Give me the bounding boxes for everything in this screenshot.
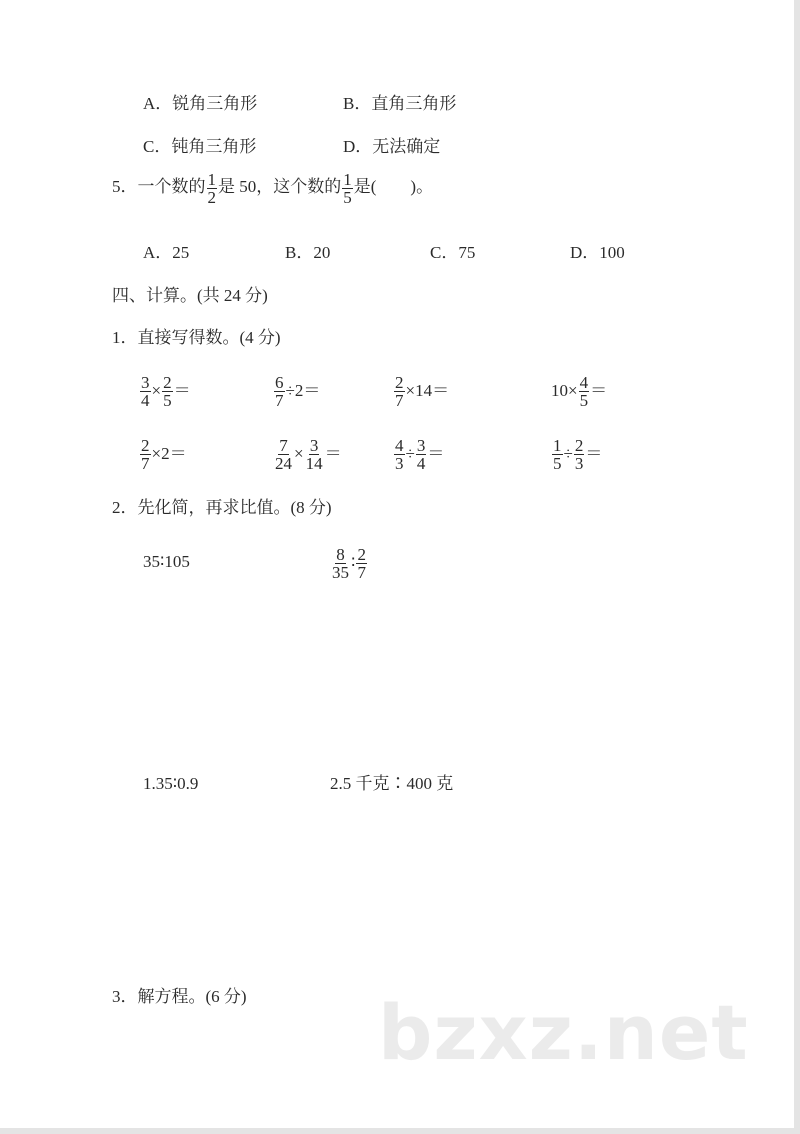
fraction: $\frac{4}{5}$ <box>579 372 589 410</box>
operator: ＝ <box>427 444 445 464</box>
expression <box>273 435 342 472</box>
ratio-2: $\frac{8}{35}$ ∶ $\frac{2}{7}$ <box>332 544 366 582</box>
operator: 10× <box>551 381 578 401</box>
ratio-4: 2.5 千克∶400 克 <box>330 774 454 793</box>
operator: ＝ <box>590 381 608 401</box>
operator: ×2＝ <box>151 444 187 464</box>
fraction: $\frac{3}{4}$ <box>141 372 150 410</box>
fraction: $\frac{1}{5}$ <box>343 169 352 207</box>
operator: ＝ <box>173 381 191 401</box>
fraction: $\frac{3}{14}$ <box>305 435 323 473</box>
option-c: C．钝角三角形 <box>143 137 257 156</box>
option-a: A．锐角三角形 <box>143 94 258 113</box>
option-d: D．100 <box>570 243 625 262</box>
subquestion-1: 1．直接写得数。(4 分) <box>112 328 281 347</box>
operator: × <box>151 381 162 401</box>
fraction: $\frac{3}{4}$ <box>416 435 426 473</box>
operator: ＝ <box>324 444 342 464</box>
operator: ÷2＝ <box>285 381 321 401</box>
fraction: $\frac{2}{3}$ <box>574 435 584 473</box>
page-edge <box>0 1128 800 1134</box>
option-c: C．75 <box>430 243 476 262</box>
expression <box>551 372 607 409</box>
operator: ÷ <box>563 444 573 464</box>
expression <box>139 435 187 472</box>
question-number: 5． <box>112 177 138 196</box>
fraction: $\frac{2}{7}$ <box>357 544 366 582</box>
option-b: B．20 <box>285 243 331 262</box>
text: 是 50，这个数的 <box>218 177 342 196</box>
fraction: $\frac{8}{35}$ <box>332 544 349 582</box>
expression <box>139 372 191 409</box>
operator: ÷ <box>405 444 415 464</box>
option-a: A．25 <box>143 243 190 262</box>
question-5 <box>112 170 433 206</box>
fraction: $\frac{7}{24}$ <box>275 435 292 473</box>
expression <box>393 372 449 409</box>
fraction: $\frac{2}{7}$ <box>141 435 150 473</box>
option-b: B．直角三角形 <box>343 94 457 113</box>
fraction: $\frac{6}{7}$ <box>275 372 284 410</box>
page-edge <box>794 0 800 1134</box>
fraction: $\frac{1}{5}$ <box>553 435 562 473</box>
section-title: 四、计算。(共 24 分) <box>112 286 268 305</box>
fraction: $\frac{2}{5}$ <box>163 372 172 410</box>
operator: ×14＝ <box>405 381 450 401</box>
text: 一个数的 <box>137 177 206 196</box>
expression <box>551 435 602 472</box>
watermark: bzxz.net <box>378 988 749 1077</box>
operator: × <box>294 444 304 464</box>
subquestion-3: 3．解方程。(6 分) <box>112 987 247 1006</box>
fraction: $\frac{1}{2}$ <box>207 169 216 207</box>
subquestion-2: 2．先化简，再求比值。(8 分) <box>112 498 332 517</box>
text: 是( <box>353 177 377 196</box>
option-d: D．无法确定 <box>343 137 441 156</box>
ratio-3: 1.35∶0.9 <box>143 774 199 793</box>
expression <box>393 435 444 472</box>
expression <box>273 372 320 409</box>
ratio-1: 35∶105 <box>143 552 190 571</box>
text: )。 <box>410 177 434 196</box>
fraction: $\frac{2}{7}$ <box>395 372 404 410</box>
fraction: $\frac{4}{3}$ <box>395 435 404 473</box>
operator: ＝ <box>585 444 603 464</box>
